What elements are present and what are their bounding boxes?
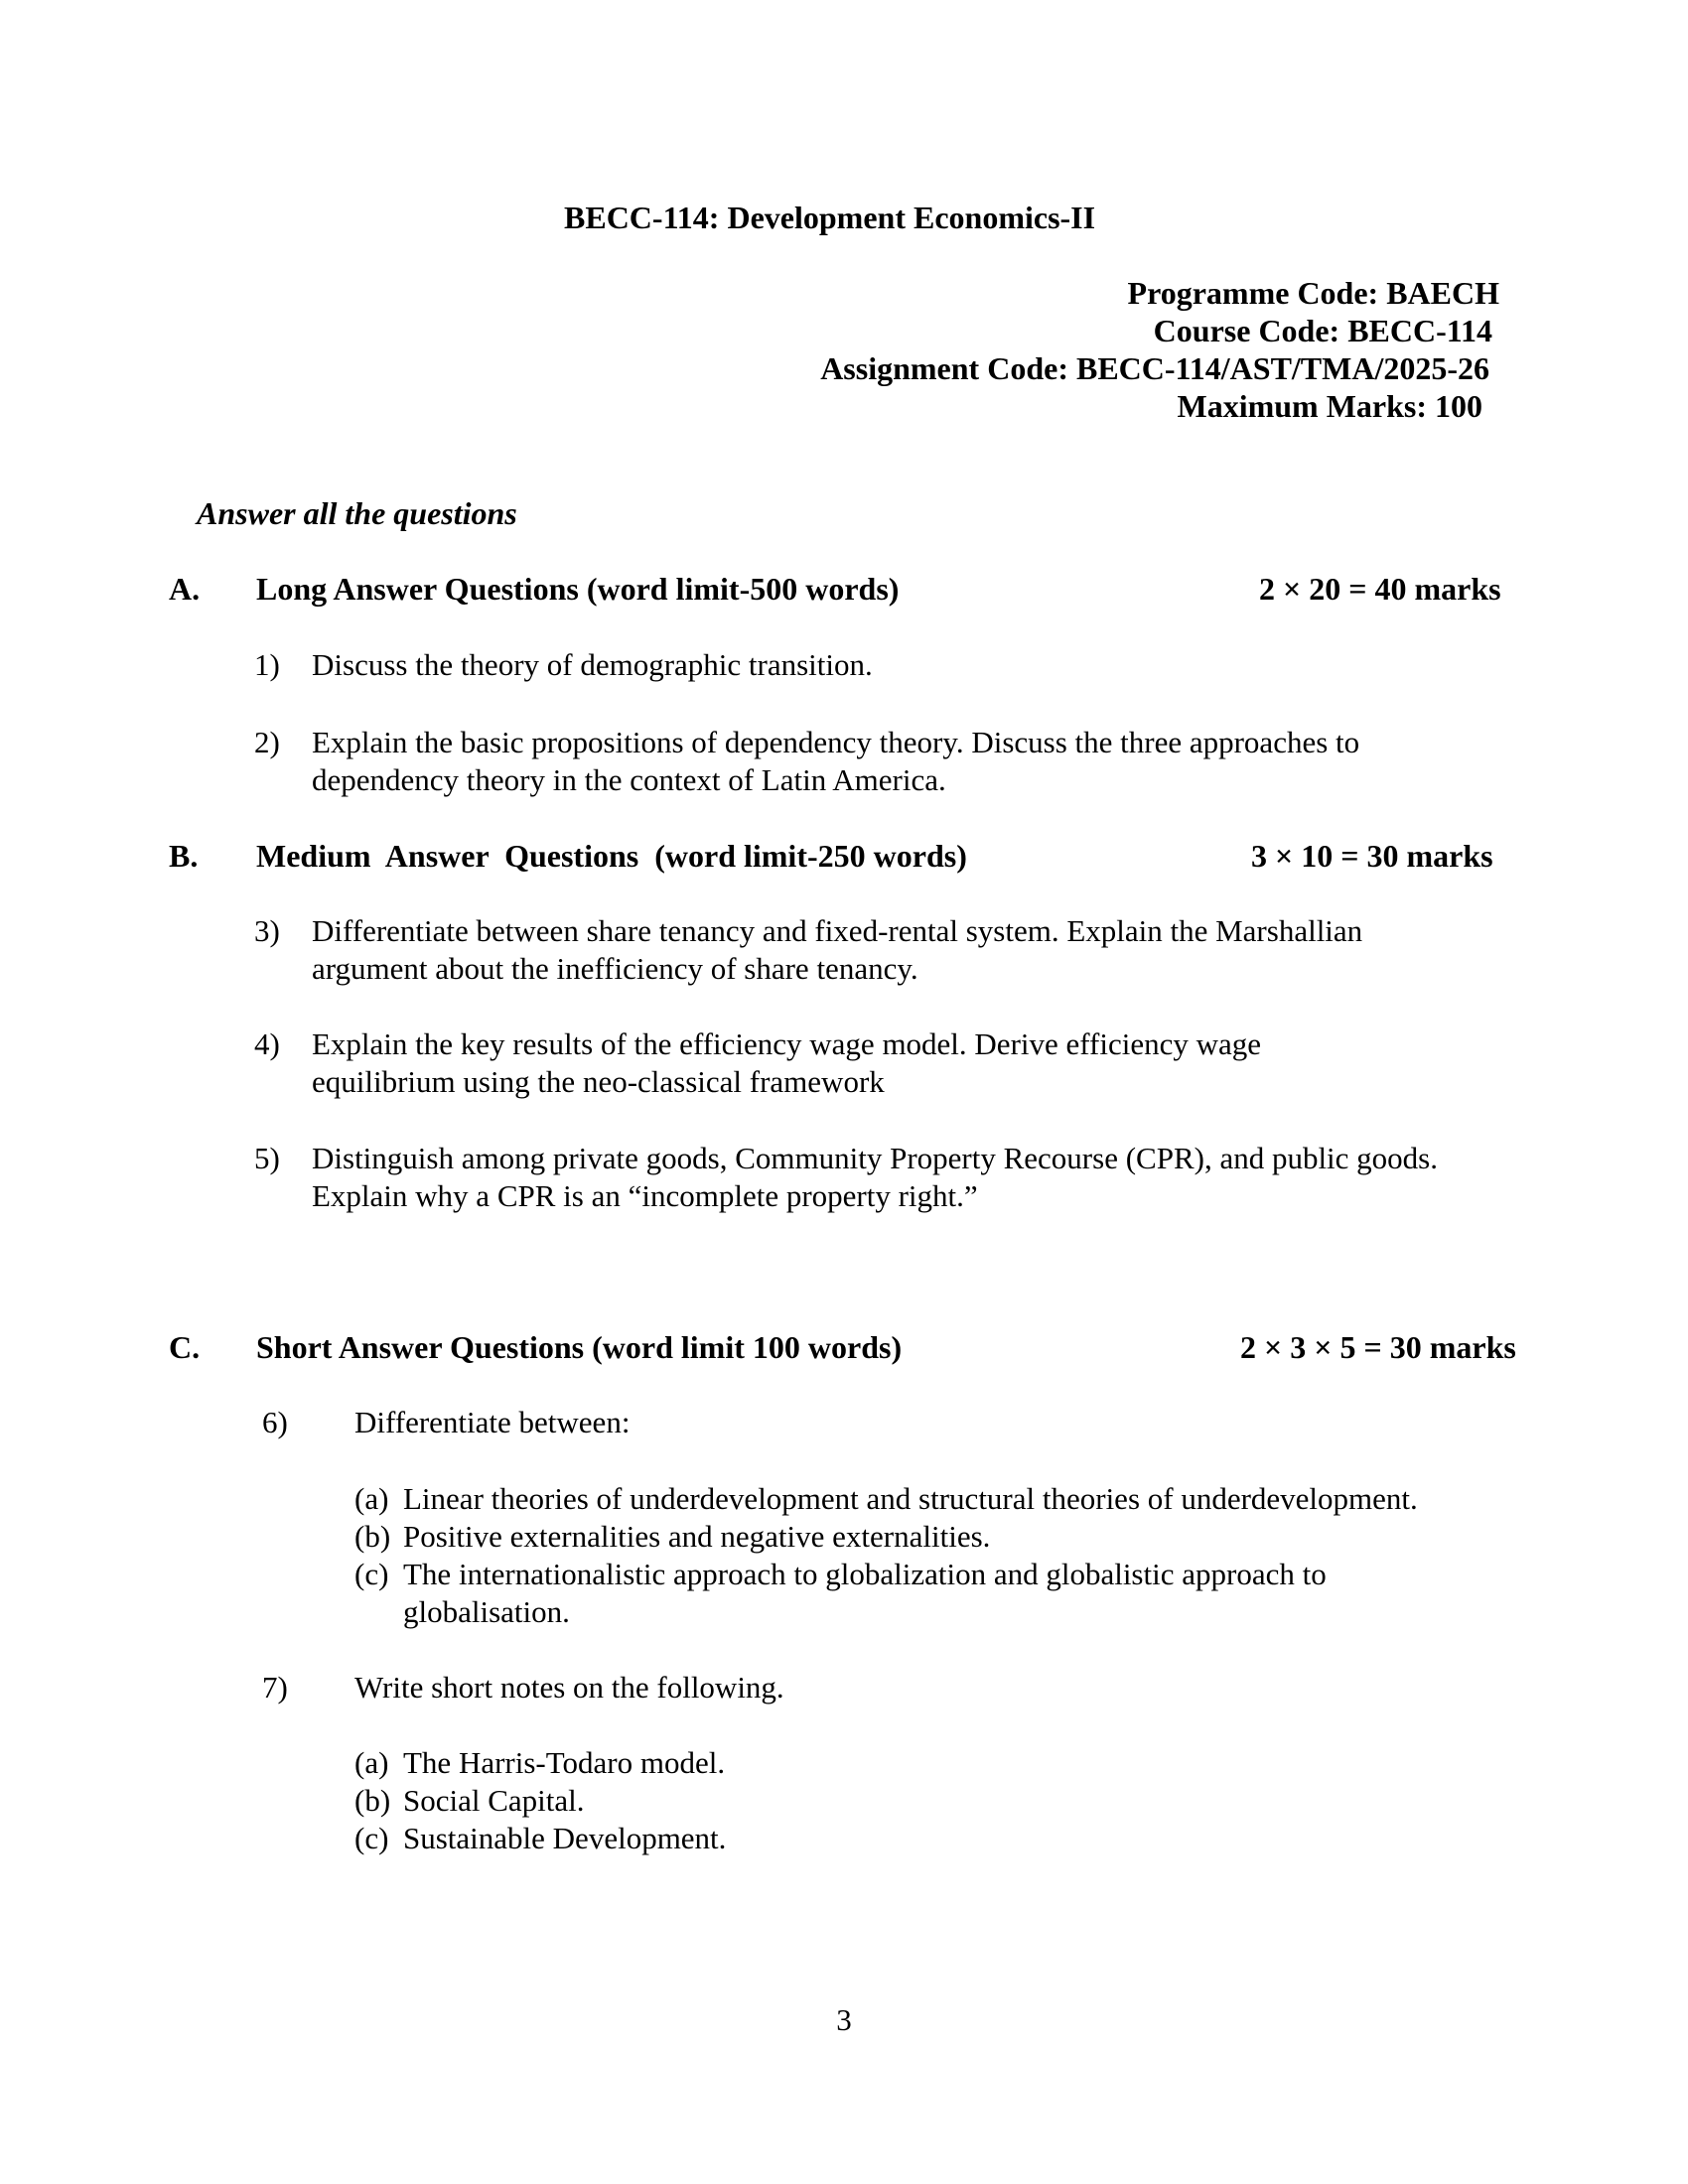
sub-question-label: (c) xyxy=(354,1557,389,1591)
sub-question-text: Sustainable Development. xyxy=(403,1821,727,1855)
question-text: Differentiate between: xyxy=(354,1405,631,1439)
programme-code: Programme Code: BAECH xyxy=(1127,275,1499,311)
sub-question-text: The Harris-Todaro model. xyxy=(403,1745,726,1780)
section-marks: 3 × 10 = 30 marks xyxy=(1251,838,1493,874)
question-number: 6) xyxy=(262,1405,288,1439)
section-marks: 2 × 20 = 40 marks xyxy=(1259,571,1501,607)
question-text: Discuss the theory of demographic transition. xyxy=(312,647,873,682)
question-number: 1) xyxy=(254,647,280,682)
section-letter: C. xyxy=(169,1329,201,1365)
sub-question-label: (a) xyxy=(354,1745,389,1780)
section-title: Medium Answer Questions (word limit-250 words) xyxy=(256,838,967,874)
sub-question-text: Social Capital. xyxy=(403,1783,585,1818)
section-letter: B. xyxy=(169,838,199,874)
sub-question-label: (a) xyxy=(354,1481,389,1516)
assignment-code: Assignment Code: BECC-114/AST/TMA/2025-26 xyxy=(820,350,1489,386)
question-text: Distinguish among private goods, Community Property Recourse (CPR), and public goods. xyxy=(312,1141,1438,1175)
question-number: 4) xyxy=(254,1026,280,1061)
sub-question-label: (b) xyxy=(354,1519,391,1554)
sub-question-text: globalisation. xyxy=(403,1594,570,1629)
question-text: dependency theory in the context of Latin America. xyxy=(312,762,946,797)
instruction: Answer all the questions xyxy=(197,495,517,531)
question-text: argument about the inefficiency of share tenancy. xyxy=(312,951,918,986)
question-text: Explain the basic propositions of dependency theory. Discuss the three approaches to xyxy=(312,725,1360,759)
section-title: Short Answer Questions (word limit 100 words) xyxy=(256,1329,903,1365)
question-text: Explain the key results of the efficiency wage model. Derive efficiency wage xyxy=(312,1026,1262,1061)
section-letter: A. xyxy=(169,571,201,607)
section-title: Long Answer Questions (word limit-500 words) xyxy=(256,571,900,607)
question-text: equilibrium using the neo-classical framework xyxy=(312,1064,885,1099)
question-text: Explain why a CPR is an “incomplete property right.” xyxy=(312,1178,978,1213)
sub-question-label: (c) xyxy=(354,1821,389,1855)
maximum-marks: Maximum Marks: 100 xyxy=(1177,388,1482,424)
course-code: Course Code: BECC-114 xyxy=(1153,313,1492,348)
sub-question-text: Positive externalities and negative externalities. xyxy=(403,1519,991,1554)
page-number: 3 xyxy=(836,2002,852,2037)
sub-question-label: (b) xyxy=(354,1783,391,1818)
question-number: 2) xyxy=(254,725,280,759)
question-number: 7) xyxy=(262,1670,288,1705)
question-number: 3) xyxy=(254,913,280,948)
sub-question-text: The internationalistic approach to globalization and globalistic approach to xyxy=(403,1557,1327,1591)
question-text: Differentiate between share tenancy and fixed-rental system. Explain the Marshallian xyxy=(312,913,1363,948)
question-text: Write short notes on the following. xyxy=(354,1670,784,1705)
section-marks: 2 × 3 × 5 = 30 marks xyxy=(1240,1329,1516,1365)
sub-question-text: Linear theories of underdevelopment and structural theories of underdevelopment. xyxy=(403,1481,1418,1516)
document-title: BECC-114: Development Economics-II xyxy=(564,200,1096,235)
question-number: 5) xyxy=(254,1141,280,1175)
